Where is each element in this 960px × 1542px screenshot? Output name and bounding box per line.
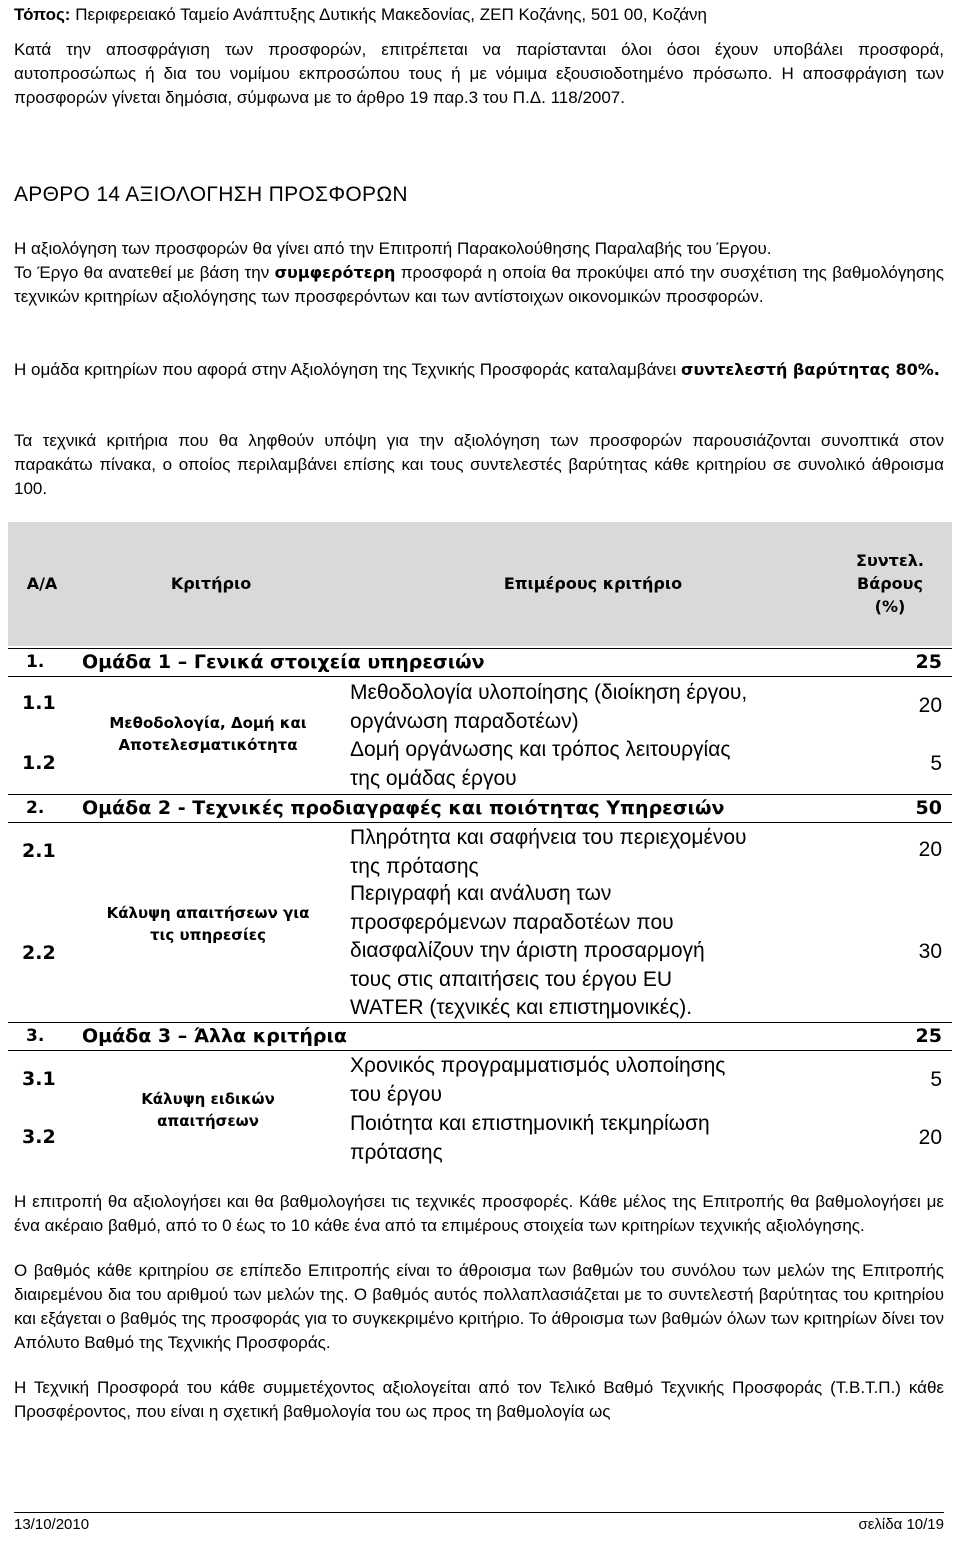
group-3-title: Ομάδα 3 – Άλλα κριτήρια (82, 1025, 347, 1047)
item-3-1-text (350, 1052, 725, 1109)
scoring-paragraph-3: Η Τεχνική Προσφορά του κάθε συμμετέχοντος αξιολογείται από τον Τελικό Βαθμό Τεχνικής Προσφοράς (Τ.Β.Τ.Π.) κάθε Προσφέροντος, που είναι η σχετική βαθμολογία του ως προς τη βαθμολογία ως (14, 1378, 944, 1421)
header-criterion: Κριτήριο (170, 574, 252, 593)
location-value: Περιφερειακό Ταμείο Ανάπτυξης Δυτικής Μακεδονίας, ΖΕΠ Κοζάνης, 501 00, Κοζάνη (70, 5, 707, 24)
item-2-2-line4: τους στις απαιτήσεις του έργου EU (350, 967, 673, 991)
group-3-criterion (76, 1088, 340, 1132)
intro-paragraph: Κατά την αποσφράγιση των προσφορών, επιτρέπεται να παρίστανται όλοι όσοι έχουν υποβάλει προσφορά, αυτοπροσώπως ή δια του νομίμου εκπροσώπου τους ή με νόμιμα εξουσιοδοτημένο πρόσωπο. Η αποσφράγιση των προσφορών γίνεται δημόσια, σύμφωνα με το άρθρο 19 παρ.3 του Π.Δ. 118/2007. (14, 40, 944, 107)
item-3-1-line2: του έργου (350, 1082, 442, 1106)
item-2-1-text (350, 824, 747, 881)
evaluation-line-1: Η αξιολόγηση των προσφορών θα γίνει από την Επιτροπή Παρακολούθησης Παραλαβής του Έργου. (14, 239, 772, 258)
header-weight-line3: (%) (874, 597, 906, 616)
footer-page: σελίδα 10/19 (858, 1516, 944, 1533)
evaluation-text-end: προσφορά η οποία θα προκύψει από την συσχέτιση της βαθμολόγησης τεχνικών κριτηρίων αξιολόγησης των προσφερόντων και των αντίστοιχων οικονομικών προσφορών. (14, 263, 944, 306)
footer-rule (14, 1512, 944, 1513)
group-2-criterion (76, 902, 340, 946)
evaluation-text: Το Έργο θα ανατεθεί με βάση την (14, 263, 275, 282)
item-1-1-line2: οργάνωση παραδοτέων) (350, 709, 579, 733)
group-3-num: 3. (26, 1026, 45, 1046)
group-weight-paragraph (14, 358, 944, 382)
group-1-weight: 25 (915, 651, 942, 673)
group-1-criterion-line2: Αποτελεσματικότητα (118, 736, 298, 754)
group-3-criterion-line1: Κάλυψη ειδικών (141, 1090, 275, 1108)
item-1-1-line1: Μεθοδολογία υλοποίησης (διοίκηση έργου, (350, 681, 748, 704)
header-aa: Α/Α (26, 574, 58, 593)
item-3-1-num: 3.1 (22, 1068, 56, 1090)
item-3-2-line2: πρότασης (350, 1140, 443, 1164)
group-1-criterion (76, 712, 340, 756)
item-1-2-line1: Δομή οργάνωσης και τρόπος λειτουργίας (350, 738, 731, 761)
criteria-table (8, 522, 952, 1186)
group-weight-bold: συντελεστή βαρύτητας 80%. (680, 360, 940, 379)
item-1-2-weight: 5 (930, 752, 942, 775)
item-2-2-line2: προσφερόμενων παραδοτέων που (350, 910, 674, 934)
group-2-num: 2. (26, 798, 45, 818)
header-sub-criterion: Επιμέρους κριτήριο (503, 574, 683, 593)
criteria-intro-paragraph: Τα τεχνικά κριτήρια που θα ληφθούν υπόψη για την αξιολόγηση των προσφορών παρουσιάζονται συνοπτικά στον παρακάτω πίνακα, ο οποίος περιλαμβάνει επίσης και τους συντελεστές βαρύτητας κάθε κριτηρίου σε συνολικό άθροισμα 100. (14, 431, 944, 498)
group-2-criterion-line1: Κάλυψη απαιτήσεων για (106, 904, 310, 922)
item-1-1-weight: 20 (918, 694, 942, 717)
item-2-1-weight: 20 (918, 838, 942, 861)
item-1-2-num: 1.2 (22, 752, 56, 774)
page-footer (14, 1512, 944, 1534)
location-line (14, 3, 944, 27)
group-1-criterion-line1: Μεθοδολογία, Δομή και (109, 714, 307, 732)
item-2-2-text (350, 880, 705, 1023)
row-divider (8, 1022, 952, 1023)
scoring-paragraph-1: Η επιτροπή θα αξιολογήσει και θα βαθμολογήσει τις τεχνικές προσφορές. Κάθε μέλος της Επιτροπής θα βαθμολογήσει με ένα ακέραιο βαθμό, από το 0 έως το 10 κάθε ένα από τα επιμέρους στοιχεία των κριτηρίων τεχνικής αξιολόγησης. (14, 1192, 944, 1235)
evaluation-line-2 (14, 261, 944, 309)
group-3-weight: 25 (915, 1025, 942, 1047)
evaluation-bold: συμφερότερη (274, 263, 396, 282)
group-1-num: 1. (26, 652, 45, 672)
item-2-2-weight: 30 (918, 940, 942, 963)
row-divider (8, 648, 952, 649)
group-3-criterion-line2: απαιτήσεων (157, 1112, 259, 1130)
item-3-2-line1: Ποιότητα και επιστημονική τεκμηρίωση (350, 1112, 710, 1135)
group-2-weight: 50 (915, 797, 942, 819)
item-2-2-num: 2.2 (22, 942, 56, 964)
location-label: Τόπος: (14, 5, 71, 24)
item-2-1-line2: της πρότασης (350, 854, 479, 878)
item-1-2-line2: της ομάδας έργου (350, 766, 517, 790)
group-1-title: Ομάδα 1 – Γενικά στοιχεία υπηρεσιών (82, 651, 485, 673)
item-3-1-weight: 5 (930, 1068, 942, 1091)
item-1-2-text (350, 736, 730, 793)
item-3-2-weight: 20 (918, 1126, 942, 1149)
item-2-1-line1: Πληρότητα και σαφήνεια του περιεχομένου (350, 826, 747, 849)
article-title: ΑΡΘΡΟ 14 ΑΞΙΟΛΟΓΗΣΗ ΠΡΟΣΦΟΡΩΝ (14, 183, 408, 206)
evaluation-paragraph (14, 237, 944, 309)
item-2-2-line1: Περιγραφή και ανάλυση των (350, 882, 612, 905)
item-1-1-text (350, 679, 747, 736)
item-2-1-num: 2.1 (22, 840, 56, 862)
group-2-title: Ομάδα 2 - Τεχνικές προδιαγραφές και ποιότητας Υπηρεσιών (82, 797, 725, 819)
table-header (8, 522, 952, 646)
header-weight-line2: Βάρους (857, 574, 923, 593)
row-divider (8, 794, 952, 795)
footer-date: 13/10/2010 (14, 1516, 90, 1533)
item-3-1-line1: Χρονικός προγραμματισμός υλοποίησης (350, 1054, 726, 1077)
item-2-2-line3: διασφαλίζουν την άριστη προσαρμογή (350, 939, 705, 962)
item-1-1-num: 1.1 (22, 692, 56, 714)
header-weight-line1: Συντελ. (856, 551, 924, 570)
item-3-2-num: 3.2 (22, 1126, 56, 1148)
item-2-2-line5: WATER (τεχνικές και επιστημονικές). (350, 996, 693, 1019)
row-divider (8, 822, 952, 823)
row-divider (8, 1050, 952, 1051)
row-divider (8, 676, 952, 677)
scoring-paragraph-2: Ο βαθμός κάθε κριτηρίου σε επίπεδο Επιτροπής είναι το άθροισμα των βαθμών του συνόλου των μελών της Επιτροπής διαιρεμένου δια του αριθμού των μελών της. Ο βαθμός αυτός πολλαπλασιάζεται με το συντελεστή βαρύτητας του κριτηρίου και εξάγεται ο βαθμός της προσφοράς για το συγκεκριμένο κριτήριο. Το άθροισμα των βαθμών όλων των κριτηρίων δίνει τον Απόλυτο Βαθμό της Τεχνικής Προσφοράς. (14, 1261, 944, 1352)
item-3-2-text (350, 1110, 710, 1167)
group-2-criterion-line2: τις υπηρεσίες (149, 926, 267, 944)
group-weight-text: Η ομάδα κριτηρίων που αφορά στην Αξιολόγηση της Τεχνικής Προσφοράς καταλαμβάνει (14, 360, 681, 379)
scoring-section (14, 1190, 944, 1424)
